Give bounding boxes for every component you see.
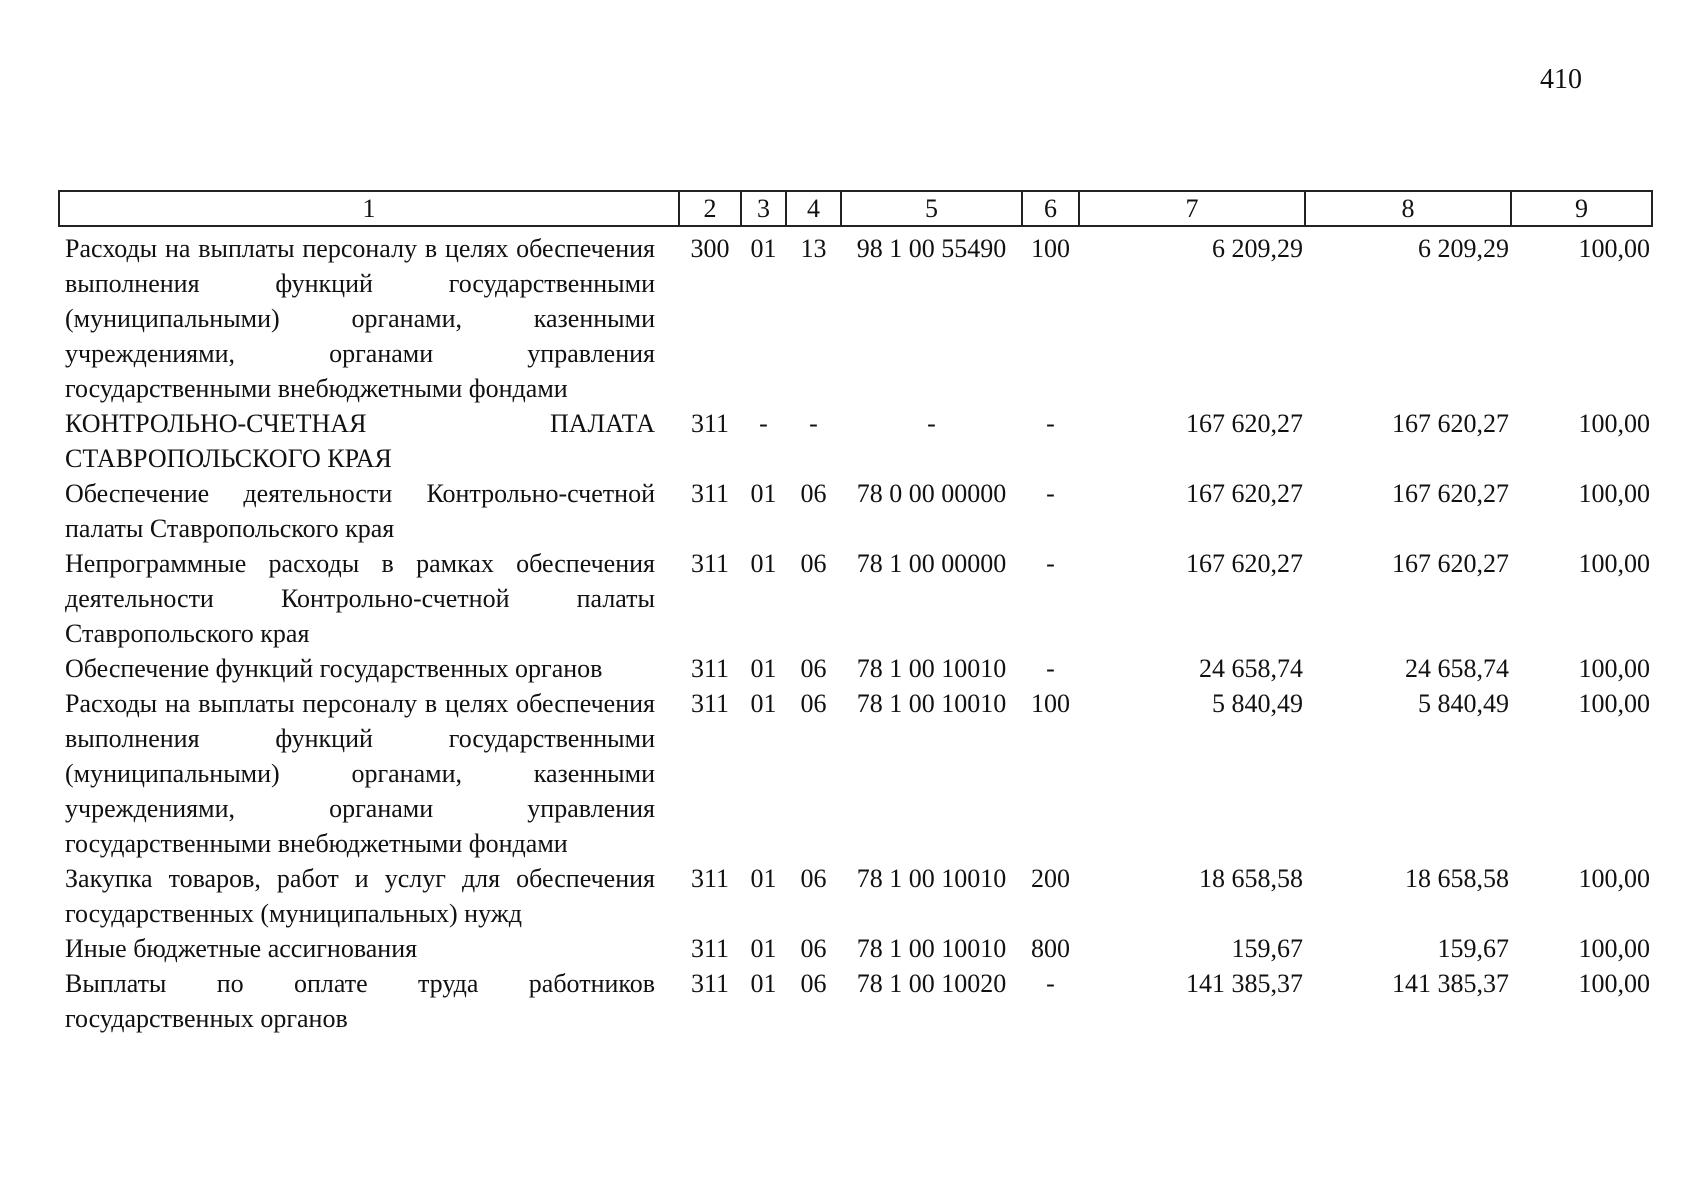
expense-name: Расходы на выплаты персоналу в целях обеспечения выполнения функций государственными (муниципальными) органами, казенными учреждениями, органами управления государственными внебюджетными фондами [65,689,655,858]
expense-name: Расходы на выплаты персоналу в целях обеспечения выполнения функций государственными (муниципальными) органами, казенными учреждениями, органами управления государственными внебюджетными фондами [65,234,655,403]
column-header: 6 [1022,191,1079,226]
expense-name: Обеспечение функций государственных органов [65,654,603,683]
amount-col7: 5 840,49 [1212,689,1303,718]
target-article-code: 78 1 00 10010 [856,934,1007,963]
target-article-code: 78 1 00 10010 [856,689,1007,718]
subsection-code: 06 [800,934,827,963]
amount-col8: 159,67 [1437,934,1509,963]
section-code: 01 [750,234,777,263]
section-code: 01 [750,654,777,683]
expense-name: Закупка товаров, работ и услуг для обеспечения государственных (муниципальных) нужд [65,864,655,928]
table-row [59,686,1652,861]
percent-col9: 100,00 [1578,969,1650,998]
subsection-code: 06 [800,654,827,683]
subsection-code: 06 [800,864,827,893]
table-row [59,651,1652,686]
section-code: 01 [750,479,777,508]
table-row [59,861,1652,931]
expense-type-code: - [1046,479,1055,508]
column-header: 4 [786,191,841,226]
percent-col9: 100,00 [1578,934,1650,963]
expense-name: Обеспечение деятельности Контрольно-счетной палаты Ставропольского края [65,479,655,543]
budget-table [58,190,1653,1036]
percent-col9: 100,00 [1578,549,1650,578]
ministry-code: 311 [690,934,730,963]
target-article-code: 78 1 00 10010 [856,864,1007,893]
amount-col8: 18 658,58 [1405,864,1509,893]
target-article-code: 98 1 00 55490 [856,234,1007,263]
table-row [59,406,1652,476]
amount-col7: 141 385,37 [1186,969,1303,998]
amount-col7: 24 658,74 [1199,654,1303,683]
ministry-code: 311 [690,549,730,578]
column-header: 3 [741,191,786,226]
subsection-code: - [809,409,818,438]
column-header: 1 [59,191,679,226]
subsection-code: 06 [800,689,827,718]
percent-col9: 100,00 [1578,234,1650,263]
expense-type-code: 800 [1031,934,1070,963]
amount-col8: 141 385,37 [1392,969,1509,998]
amount-col7: 167 620,27 [1186,479,1303,508]
ministry-code: 311 [690,969,730,998]
percent-col9: 100,00 [1578,654,1650,683]
section-code: 01 [750,969,777,998]
column-header: 7 [1079,191,1305,226]
subsection-code: 06 [800,969,827,998]
column-number-header [59,191,1652,226]
ministry-code: 311 [690,689,730,718]
target-article-code: 78 0 00 00000 [856,479,1007,508]
expense-type-code: 100 [1031,689,1070,718]
ministry-code: 300 [690,234,730,263]
table-row [59,931,1652,966]
ministry-code: 311 [690,864,730,893]
expense-type-code: - [1046,654,1055,683]
section-code: 01 [750,864,777,893]
amount-col7: 167 620,27 [1186,549,1303,578]
percent-col9: 100,00 [1578,479,1650,508]
percent-col9: 100,00 [1578,409,1650,438]
column-header: 9 [1511,191,1652,226]
section-code: - [759,409,768,438]
amount-col8: 24 658,74 [1405,654,1509,683]
amount-col8: 167 620,27 [1392,479,1509,508]
expense-name: Непрограммные расходы в рамках обеспечения деятельности Контрольно-счетной палаты Ставропольского края [65,549,655,648]
target-article-code: - [927,409,936,438]
expense-name: КОНТРОЛЬНО-СЧЕТНАЯ ПАЛАТА СТАВРОПОЛЬСКОГО КРАЯ [65,409,655,473]
amount-col7: 167 620,27 [1186,409,1303,438]
expense-type-code: - [1046,549,1055,578]
section-code: 01 [750,689,777,718]
expense-name: Выплаты по оплате труда работников государственных органов [65,969,655,1033]
expense-name: Иные бюджетные ассигнования [65,934,418,963]
expense-type-code: - [1046,969,1055,998]
amount-col8: 6 209,29 [1418,234,1509,263]
amount-col7: 159,67 [1231,934,1303,963]
target-article-code: 78 1 00 10020 [856,969,1007,998]
ministry-code: 311 [690,479,730,508]
target-article-code: 78 1 00 00000 [856,549,1007,578]
subsection-code: 13 [800,234,827,263]
amount-col8: 5 840,49 [1418,689,1509,718]
amount-col7: 6 209,29 [1212,234,1303,263]
table-row [59,476,1652,546]
table-row [59,546,1652,651]
subsection-code: 06 [800,479,827,508]
column-header: 2 [679,191,741,226]
percent-col9: 100,00 [1578,864,1650,893]
expense-type-code: 200 [1031,864,1070,893]
subsection-code: 06 [800,549,827,578]
page-number: 410 [1540,64,1582,95]
ministry-code: 311 [690,409,730,438]
section-code: 01 [750,549,777,578]
target-article-code: 78 1 00 10010 [856,654,1007,683]
table-row [59,226,1652,406]
column-header: 5 [841,191,1022,226]
section-code: 01 [750,934,777,963]
column-header: 8 [1305,191,1511,226]
table-row [59,966,1652,1036]
expense-type-code: 100 [1031,234,1070,263]
amount-col7: 18 658,58 [1199,864,1303,893]
percent-col9: 100,00 [1578,689,1650,718]
expense-type-code: - [1046,409,1055,438]
ministry-code: 311 [690,654,730,683]
amount-col8: 167 620,27 [1392,549,1509,578]
amount-col8: 167 620,27 [1392,409,1509,438]
